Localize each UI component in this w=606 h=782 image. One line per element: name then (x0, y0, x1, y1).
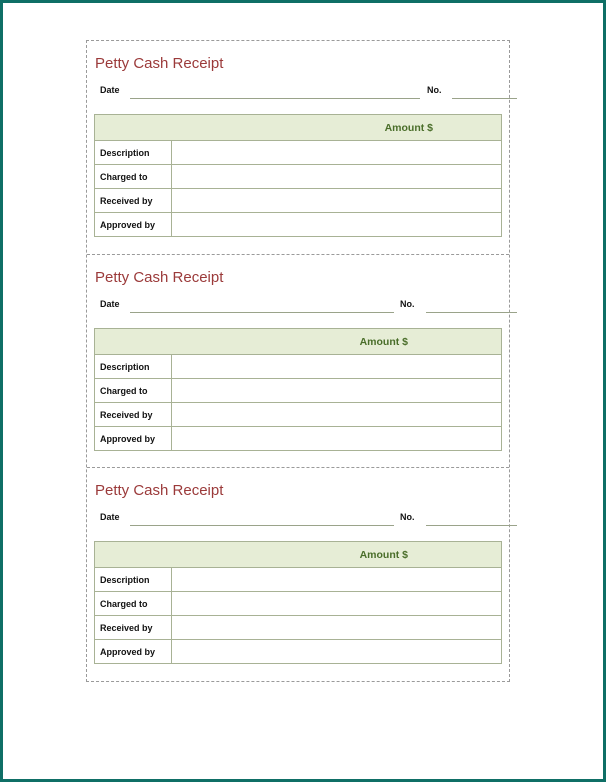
description-field[interactable] (172, 568, 502, 592)
amount-header-row (95, 115, 502, 141)
receipt-sheet (86, 40, 510, 682)
date-label: Date (100, 85, 120, 95)
amount-header: Amount $ (384, 121, 433, 134)
row-label-charged-to: Charged to (95, 165, 172, 189)
charged-to-field[interactable] (172, 592, 502, 616)
table-row (95, 592, 502, 616)
table-row (95, 189, 502, 213)
description-field[interactable] (172, 141, 502, 165)
description-field[interactable] (172, 355, 502, 379)
approved-by-field[interactable] (172, 640, 502, 664)
table-row (95, 355, 502, 379)
amount-header-cell (95, 329, 502, 355)
table-row (95, 616, 502, 640)
table-row (95, 640, 502, 664)
amount-header-cell (95, 115, 502, 141)
table-row (95, 403, 502, 427)
table-row (95, 165, 502, 189)
no-line (452, 98, 517, 99)
date-line (130, 312, 394, 313)
no-line (426, 312, 517, 313)
receipt-3 (87, 467, 509, 680)
received-by-field[interactable] (172, 616, 502, 640)
table-row (95, 379, 502, 403)
amount-header: Amount $ (359, 548, 408, 561)
row-label-charged-to: Charged to (95, 379, 172, 403)
table-row (95, 141, 502, 165)
date-label: Date (100, 512, 120, 522)
date-line (130, 525, 394, 526)
received-by-field[interactable] (172, 403, 502, 427)
receipt-table (94, 114, 502, 237)
row-label-description: Description (95, 355, 172, 379)
row-label-charged-to: Charged to (95, 592, 172, 616)
no-line (426, 525, 517, 526)
receipt-title: Petty Cash Receipt (95, 55, 224, 72)
row-label-description: Description (95, 568, 172, 592)
receipt-2 (87, 254, 509, 467)
date-line (130, 98, 420, 99)
date-label: Date (100, 299, 120, 309)
receipt-title: Petty Cash Receipt (95, 269, 224, 286)
row-label-approved-by: Approved by (95, 427, 172, 451)
table-row (95, 213, 502, 237)
amount-header: Amount $ (359, 335, 408, 348)
no-label: No. (400, 299, 415, 309)
receipt-table (94, 541, 502, 664)
row-label-received-by: Received by (95, 403, 172, 427)
received-by-field[interactable] (172, 189, 502, 213)
approved-by-field[interactable] (172, 427, 502, 451)
charged-to-field[interactable] (172, 165, 502, 189)
row-label-description: Description (95, 141, 172, 165)
no-label: No. (400, 512, 415, 522)
row-label-approved-by: Approved by (95, 213, 172, 237)
approved-by-field[interactable] (172, 213, 502, 237)
receipt-title: Petty Cash Receipt (95, 482, 224, 499)
receipt-table (94, 328, 502, 451)
row-label-received-by: Received by (95, 189, 172, 213)
amount-header-row (95, 329, 502, 355)
no-label: No. (427, 85, 442, 95)
charged-to-field[interactable] (172, 379, 502, 403)
amount-header-cell (95, 542, 502, 568)
table-row (95, 427, 502, 451)
table-row (95, 568, 502, 592)
row-label-approved-by: Approved by (95, 640, 172, 664)
amount-header-row (95, 542, 502, 568)
receipt-1 (87, 41, 509, 253)
row-label-received-by: Received by (95, 616, 172, 640)
